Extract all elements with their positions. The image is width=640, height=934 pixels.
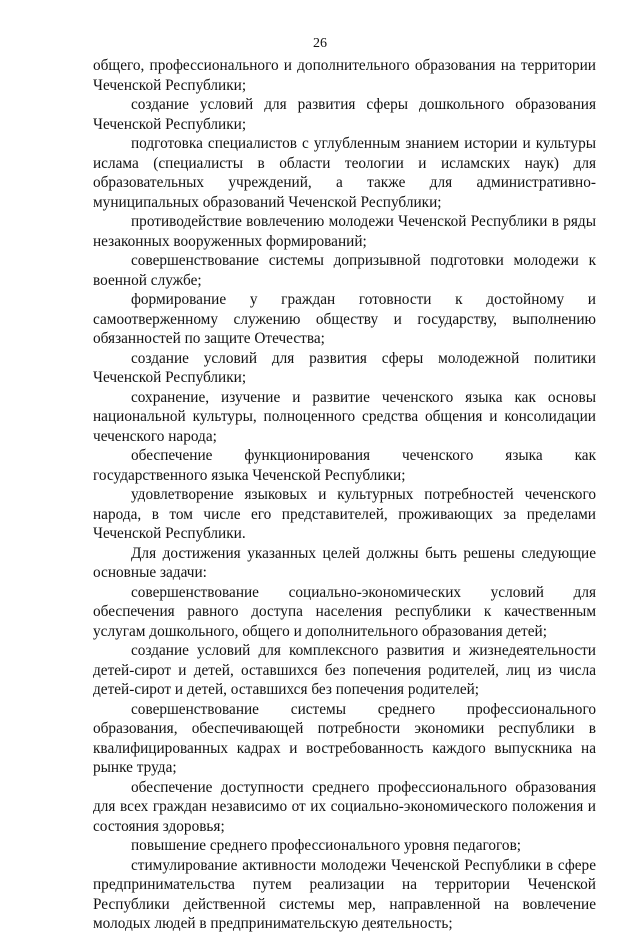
paragraph: повышение среднего профессионального уровня педагогов;: [131, 837, 522, 854]
paragraph: обеспечение функционирования чеченского языка как государственного языка Чеченской Республики;: [93, 447, 596, 484]
paragraph: обеспечение доступности среднего профессионального образования для всех граждан независимо от их социально-экономического положения и состояния здоровья;: [93, 778, 596, 835]
paragraph: общего, профессионального и дополнительного образования на территории Чеченской Республики;: [93, 57, 596, 94]
paragraph: стимулирование активности молодежи Чеченской Республики в сфере предпринимательства путем реализации на территории Чеченской Республики действенной системы мер, направленной на вовлечение молодых людей в предпринимательскую деятельность;: [93, 856, 596, 932]
paragraph: создание условий для развития сферы молодежной политики Чеченской Республики;: [93, 349, 596, 386]
paragraph: формирование у граждан готовности к достойному и самоотверженному служению обществу и государству, выполнению обязанностей по защите Отечества;: [93, 291, 596, 347]
document-body: [93, 56, 596, 934]
paragraph: удовлетворение языковых и культурных потребностей чеченского народа, в том числе его представителей, проживающих за пределами Чеченской Республики.: [93, 486, 596, 542]
paragraph: совершенствование системы среднего профессионального образования, обеспечивающей потребности экономики республики в квалифицированных кадрах и востребованность каждого выпускника на рынке труда;: [93, 700, 596, 776]
paragraph: сохранение, изучение и развитие чеченского языка как основы национальной культуры, полноценного средства общения и консолидации чеченского народа;: [93, 388, 596, 445]
paragraph: совершенствование социально-экономических условий для обеспечения равного доступа населения республики к качественным услугам дошкольного, общего и дополнительного образования детей;: [93, 583, 596, 640]
paragraph: создание условий для комплексного развития и жизнедеятельности детей-сирот и детей, оставшихся без попечения родителей, лиц из числа детей-сирот и детей, оставшихся без попечения родителей;: [93, 642, 596, 698]
paragraph: создание условий для развития сферы дошкольного образования Чеченской Республики;: [93, 96, 596, 133]
paragraph: противодействие вовлечению молодежи Чеченской Республики в ряды незаконных вооруженных формирований;: [93, 213, 596, 250]
paragraph: подготовка специалистов с углубленным знанием истории и культуры ислама (специалисты в области теологии и исламских наук) для образовательных учреждений, а также для административно-муниципальных образований Чеченской Республики;: [93, 135, 596, 211]
paragraph: совершенствование системы допризывной подготовки молодежи к военной службе;: [93, 252, 596, 289]
paragraph: Для достижения указанных целей должны быть решены следующие основные задачи:: [93, 544, 596, 581]
page-number: 26: [313, 36, 327, 51]
